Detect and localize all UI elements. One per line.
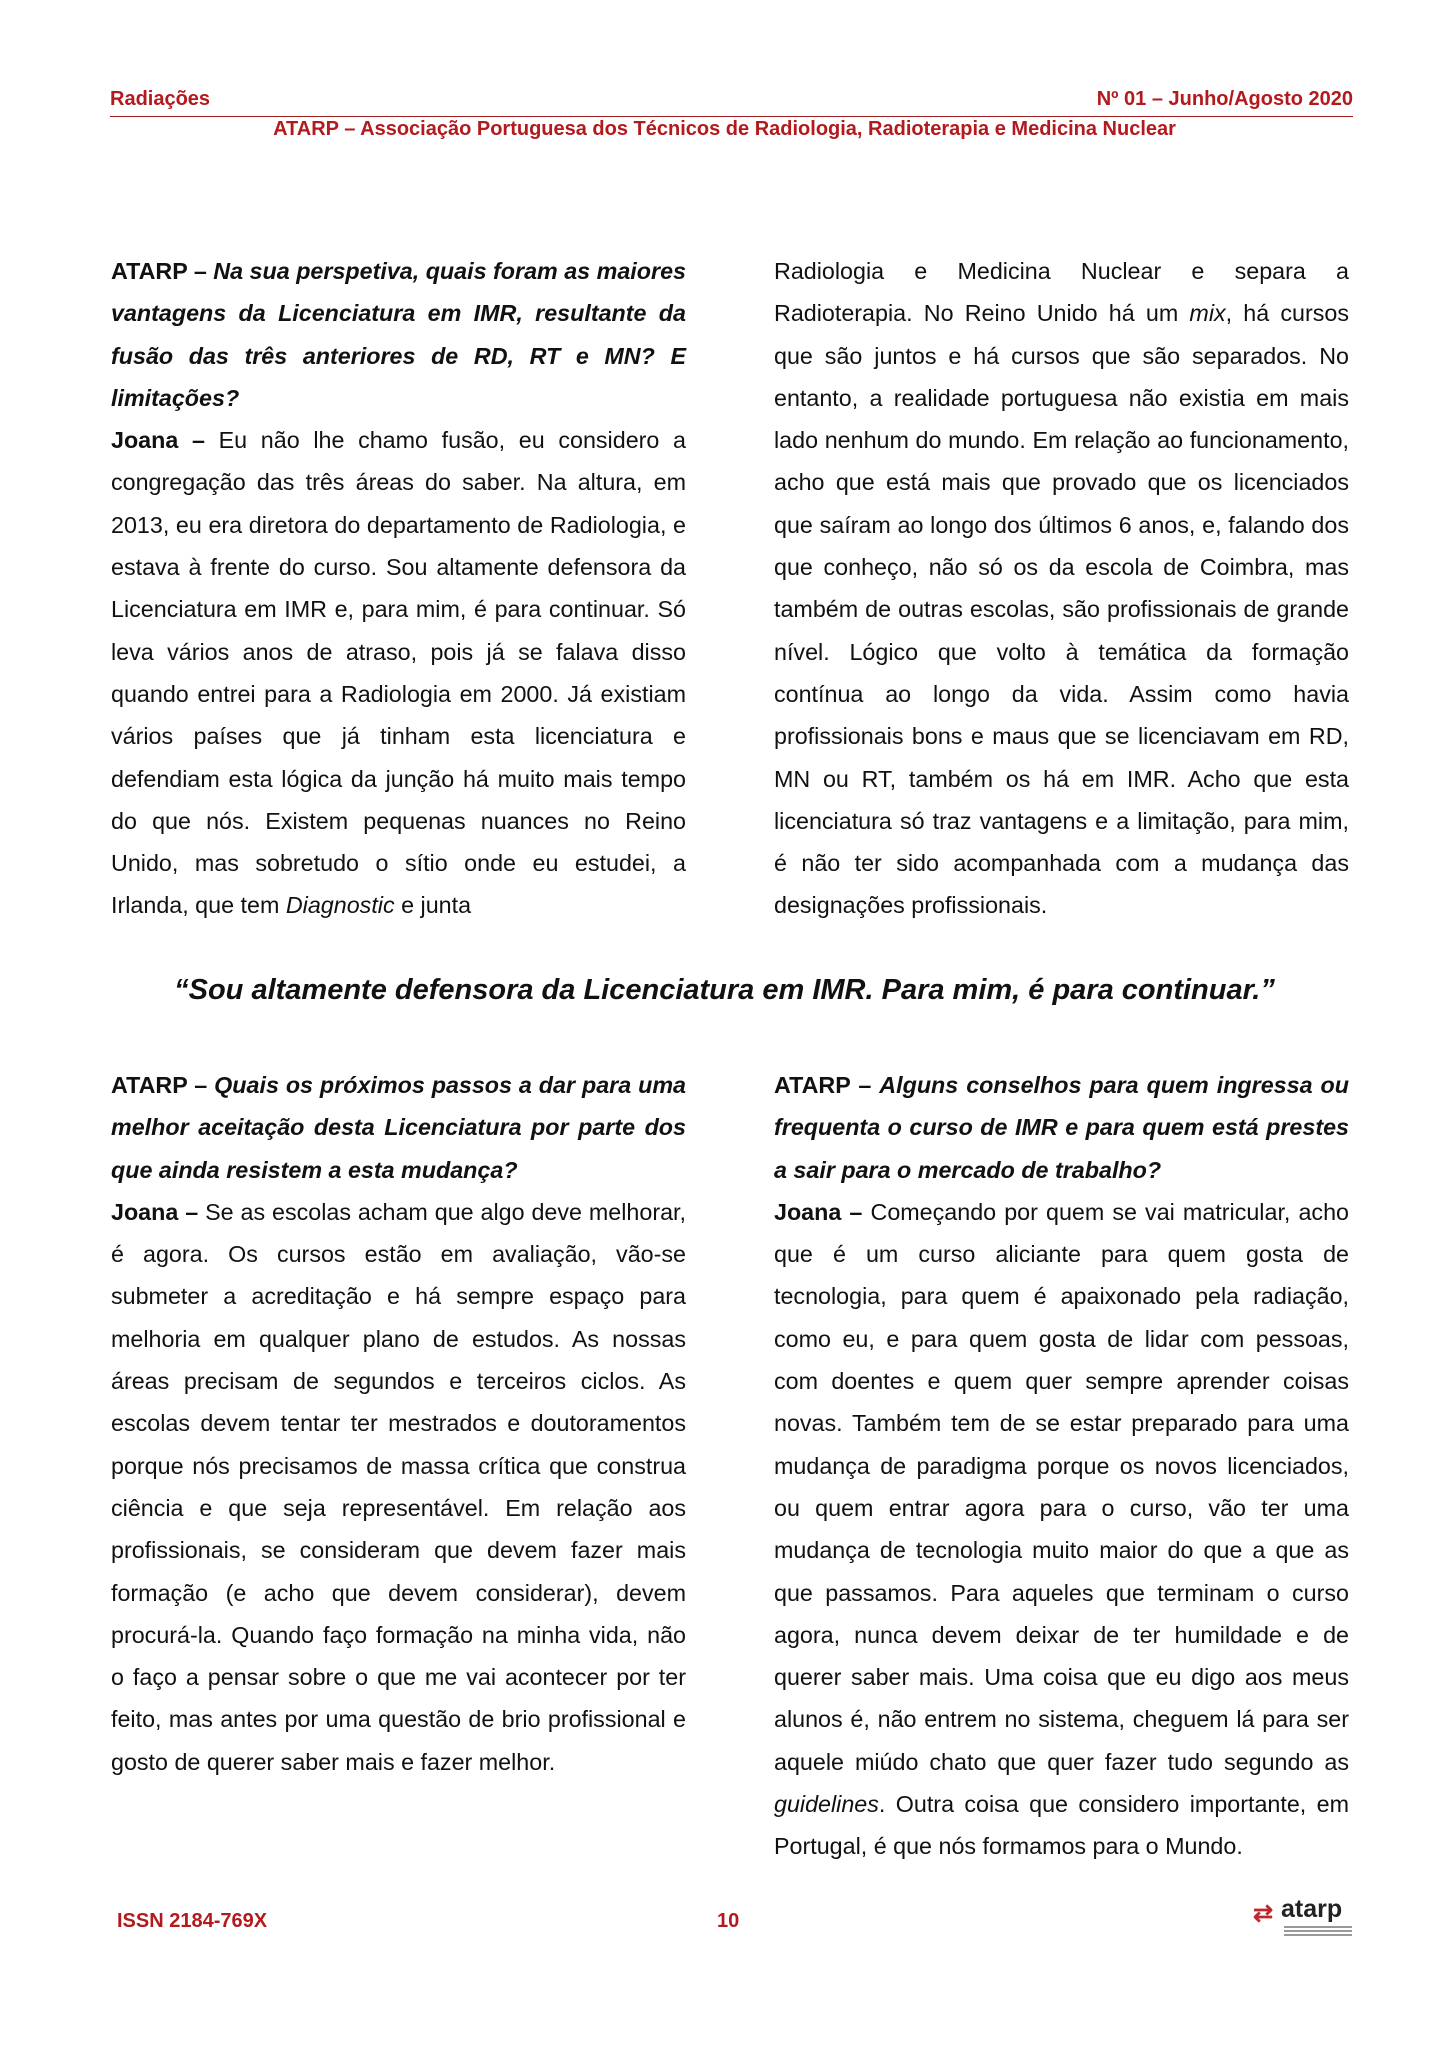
question-label: ATARP – [774,1072,872,1098]
answer-label: Joana – [774,1198,863,1225]
section3-column [774,1064,1349,1868]
logo-tagline-lines [1284,1924,1352,1936]
question-label: ATARP – [111,1072,208,1098]
section2-question [111,1064,686,1191]
answer-label: Joana – [111,427,205,454]
pull-quote: “Sou altamente defensora da Licenciatura em IMR. Para mim, é para continuar.” [174,974,1275,1006]
section2-answer [111,1191,686,1783]
question-text: Quais os próximos passos a dar para uma melhor aceitação desta Licenciatura por parte dos que ainda resistem a esta mudança? [111,1072,686,1183]
answer-emphasis: guidelines [774,1791,879,1818]
logo-wordmark: atarp [1281,1895,1343,1923]
answer-text: Começando por quem se vai matricular, acho que é um curso aliciante para quem gosta de tecnologia, para quem é apaixonado pela radiação, como eu, e para quem gosta de lidar com pessoas, com doentes e quem quer sempre aprender coisas novas. Também tem de se estar preparado para uma mudança de paradigma porque os novos licenciados, ou quem entrar agora para o curso, vão ter uma mudança de tecnologia muito maior do que a que as que passamos. Para aqueles que terminam o curso agora, nunca devem deixar de ter humildade e de querer saber mais. Uma coisa que eu digo aos meus alunos é, não entrem no sistema, cheguem lá para ser aquele miúdo chato que quer fazer tudo segundo as [774,1198,1349,1775]
answer-text: Radiologia e Medicina Nuclear e separa a Radioterapia. No Reino Unido há um [774,258,1349,327]
footer-issn: ISSN 2184-769X [117,1910,268,1932]
header-journal-name: Radiações [110,88,211,110]
header-issue: Nº 01 – Junho/Agosto 2020 [1096,88,1353,110]
page-header [110,86,1353,117]
atarp-logo [1253,1897,1353,1937]
question-label: ATARP – [111,258,207,284]
question-text: Na sua perspetiva, quais foram as maiores vantagens da Licenciatura em IMR, resultante da fusão das três anteriores de RD, RT e MN? E limitações? [111,258,686,411]
section1-answer-part2 [774,250,1349,927]
section1-question [111,250,686,419]
section1-answer-part1 [111,419,686,927]
answer-text-cont: e junta [401,892,472,919]
section2-column [111,1064,686,1783]
question-text: Alguns conselhos para quem ingressa ou frequenta o curso de IMR e para quem está prestes a sair para o mercado de trabalho? [774,1072,1349,1183]
header-subtitle: ATARP – Associação Portuguesa dos Técnicos de Radiologia, Radioterapia e Medicina Nuclear [273,118,1176,140]
section1-right-column [774,250,1349,927]
answer-text: Eu não lhe chamo fusão, eu considero a congregação das três áreas do saber. Na altura, em 2013, eu era diretora do departamento de Radiologia, e estava à frente do curso. Sou altamente defensora da Licenciatura em IMR e, para mim, é para continuar. Só leva vários anos de atraso, pois já se falava disso quando entrei para a Radiologia em 2000. Já existiam vários países que já tinham esta licenciatura e defendiam esta lógica da junção há muito mais tempo do que nós. Existem pequenas nuances no Reino Unido, mas sobretudo o sítio onde eu estudei, a Irlanda, que tem [111,427,686,919]
section3-question [774,1064,1349,1191]
answer-emphasis: Diagnostic [285,892,395,919]
page-number: 10 [717,1910,740,1932]
answer-text-cont: . Outra coisa que considero importante, em Portugal, é que nós formamos para o Mundo. [774,1791,1349,1860]
section1-left-column [111,250,686,927]
section3-answer [774,1191,1349,1868]
answer-text: Se as escolas acham que algo deve melhorar, é agora. Os cursos estão em avaliação, vão-se submeter a acreditação e há sempre espaço para melhoria em qualquer plano de estudos. As nossas áreas precisam de segundos e terceiros ciclos. As escolas devem tentar ter mestrados e doutoramentos porque nós precisamos de massa crítica que construa ciência e que seja representável. Em relação aos profissionais, se consideram que devem fazer mais formação (e acho que devem considerar), devem procurá-la. Quando faço formação na minha vida, não o faço a pensar sobre o que me vai acontecer por ter feito, mas antes por uma questão de brio profissional e gosto de querer saber mais e fazer melhor. [111,1198,686,1775]
answer-label: Joana – [111,1198,199,1225]
atarp-logo-icon: ⇄ [1253,1900,1274,1927]
answer-text: , há cursos que são juntos e há cursos que são separados. No entanto, a realidade portuguesa não existia em mais lado nenhum do mundo. Em relação ao funcionamento, acho que está mais que provado que os licenciados que saíram ao longo dos últimos 6 anos, e, falando dos que conheço, não só os da escola de Coimbra, mas também de outras escolas, são profissionais de grande nível. Lógico que volto à temática da formação contínua ao longo da vida. Assim como havia profissionais bons e maus que se licenciavam em RD, MN ou RT, também os há em IMR. Acho que esta licenciatura só traz vantagens e a limitação, para mim, é não ter sido acompanhada com a mudança das designações profissionais. [774,300,1349,919]
answer-emphasis: mix [1189,300,1226,327]
